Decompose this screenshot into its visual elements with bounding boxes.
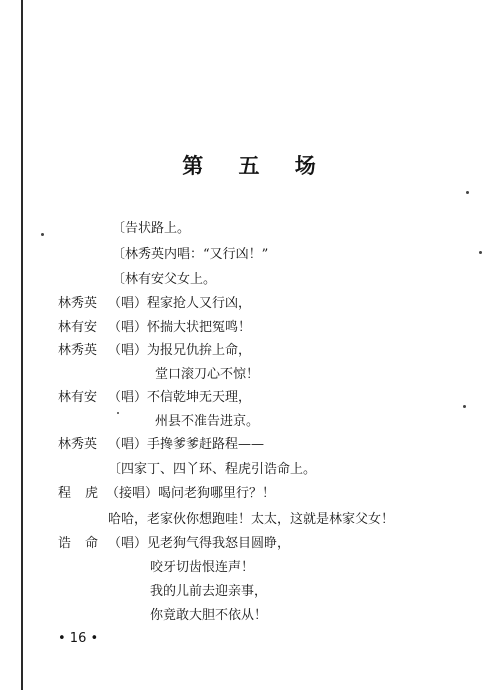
speaker-name: 林有安 <box>58 390 98 405</box>
speaker-name: 林有安 <box>58 320 98 335</box>
scan-speck <box>479 251 482 254</box>
page-number: • 16 • <box>58 631 99 646</box>
dialogue-line: （接唱）喝问老狗哪里行？！ <box>106 486 276 501</box>
scan-speck <box>466 191 469 194</box>
stage-direction: 〔林秀英内唱：“又行凶！” <box>112 247 269 262</box>
scene-title: 第 五 场 <box>182 153 330 178</box>
speaker-name: 林秀英 <box>58 296 98 311</box>
dialogue-line: （唱）怀揣大状把冤鸣！ <box>108 320 252 335</box>
dialogue-continuation: 哈哈，老家伙你想跑哇！太太，这就是林家父女！ <box>108 512 395 527</box>
dialogue-line: （唱）不信乾坤无天理， <box>108 390 252 405</box>
dialogue-line: （唱）程家抢人又行凶， <box>108 296 252 311</box>
stage-direction: 〔告状路上。 <box>112 221 191 236</box>
scan-speck <box>463 405 466 408</box>
speaker-name: 程虎 <box>58 486 113 501</box>
stage-direction: 〔四家丁、四丫环、程虎引诰命上。 <box>108 462 317 477</box>
dialogue-continuation: 咬牙切齿恨连声！ <box>150 560 255 575</box>
dialogue-continuation: 堂口滚刀心不惊！ <box>155 367 260 382</box>
speaker-name: 林秀英 <box>58 343 98 358</box>
dialogue-continuation: 州县不准告进京。 <box>155 414 260 429</box>
scan-speck <box>117 412 119 414</box>
dialogue-line: （唱）为报兄仇拚上命， <box>108 343 252 358</box>
dialogue-line: （唱）手搀爹爹赶路程—— <box>108 437 265 452</box>
page-edge-line <box>21 0 23 690</box>
dialogue-continuation: 你竟敢大胆不依从！ <box>150 608 268 623</box>
dialogue-continuation: 我的儿前去迎亲事， <box>150 584 268 599</box>
stage-direction: 〔林有安父女上。 <box>112 272 217 287</box>
dialogue-line: （唱）见老狗气得我怒目圆睁， <box>108 536 291 551</box>
speaker-name: 诰命 <box>58 536 113 551</box>
scan-speck <box>41 233 44 236</box>
speaker-name: 林秀英 <box>58 437 98 452</box>
